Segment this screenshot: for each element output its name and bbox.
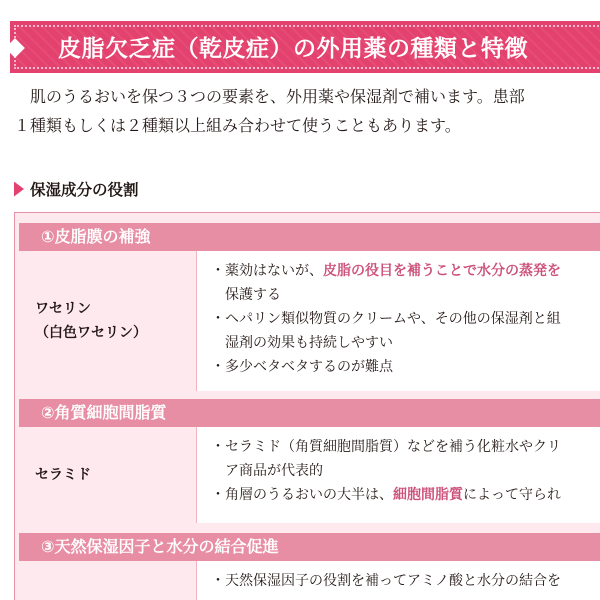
group-header-ceramide: ②角質細胞間脂質 (19, 399, 600, 427)
bullet-vaseline-2-cont: 湿剤の効果も持続しやすい (225, 335, 393, 351)
row-body-nmf (197, 561, 600, 600)
intro-line-2: １種類もしくは２種類以上組み合わせて使うこともあります。 (14, 116, 461, 135)
label-vaseline: ワセリン (35, 301, 91, 317)
bullet-vaseline-1-cont: 保護する (225, 287, 281, 303)
bullet-vaseline-2: ・ヘパリン類似物質のクリームや、その他の保湿剤と組 (211, 311, 561, 327)
section-heading (14, 178, 139, 200)
table-row-vaseline (19, 251, 600, 391)
bullet-ceramide-1: ・セラミド（角質細胞間脂質）などを補う化粧水やクリ (211, 439, 561, 455)
bullet-vaseline-1 (211, 259, 600, 283)
triangle-marker-icon (14, 182, 24, 197)
table-row-ceramide (19, 427, 600, 523)
bullet-ceramide-1-cont: ア商品が代表的 (225, 463, 323, 479)
info-table (14, 212, 600, 600)
row-label-ceramide (19, 427, 197, 523)
bullet-nmf-1: ・天然保湿因子の役割を補ってアミノ酸と水分の結合を (211, 573, 561, 589)
intro-line-1: 肌のうるおいを保つ３つの要素を、外用薬や保湿剤で補います。患部 (30, 87, 525, 106)
group-header-nmf: ③天然保湿因子と水分の結合促進 (19, 533, 600, 561)
bullet-ceramide-2 (211, 483, 600, 507)
title-banner (10, 21, 600, 73)
highlight-text: 皮脂の役目を補うことで水分の蒸発を (323, 263, 561, 279)
bullet-vaseline-3: ・多少ベタベタするのが難点 (211, 359, 393, 375)
bullet-text: ・薬効はないが、 (211, 263, 323, 279)
row-body-vaseline (197, 251, 600, 391)
bullet-text: ・角層のうるおいの大半は、 (211, 487, 393, 503)
highlight-text: 細胞間脂質 (393, 487, 463, 503)
page-title: 皮脂欠乏症（乾皮症）の外用薬の種類と特徴 (58, 36, 528, 62)
intro-text (14, 82, 600, 140)
group-header-sebum: ①皮脂膜の補強 (19, 223, 600, 251)
label-white-vaseline: （白色ワセリン） (35, 325, 147, 341)
row-label-nmf (19, 561, 197, 600)
bullet-text: によって守られ (463, 487, 561, 503)
row-body-ceramide (197, 427, 600, 523)
table-row-nmf (19, 561, 600, 600)
label-ceramide: セラミド (35, 467, 91, 483)
row-label-vaseline (19, 251, 197, 391)
section-title: 保湿成分の役割 (30, 181, 139, 199)
